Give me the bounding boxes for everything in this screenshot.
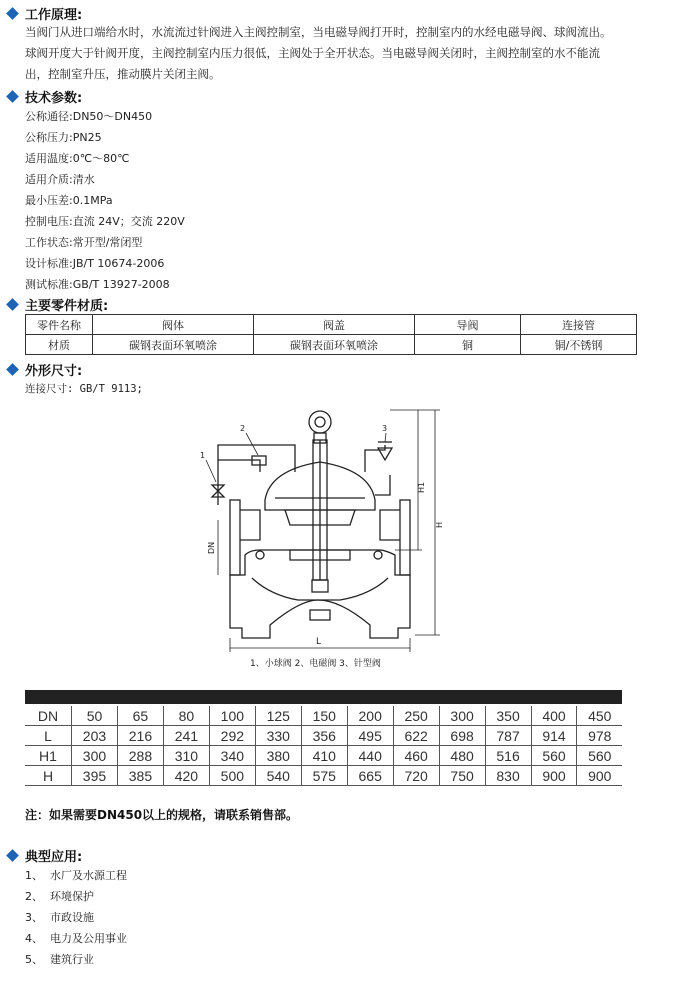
spec-item: 最小压差:0.1MPa bbox=[25, 194, 113, 207]
table-cell: 阀体 bbox=[93, 315, 254, 335]
table-cell: 200 bbox=[347, 706, 393, 726]
table-cell: 787 bbox=[485, 726, 531, 746]
table-cell: H1 bbox=[25, 746, 72, 766]
section-applications-header bbox=[6, 846, 82, 864]
table-cell: 750 bbox=[439, 766, 485, 786]
table-cell: 900 bbox=[577, 766, 622, 786]
principle-line: 当阀门从进口端给水时，水流流过针阀进入主阀控制室，当电磁导阀打开时，控制室内的水经电磁导阀、球阀流出。 bbox=[25, 25, 612, 39]
list-item: 1、 水厂及水源工程 bbox=[25, 869, 127, 882]
principle-line: 出，控制室升压，推动膜片关闭主阀。 bbox=[25, 67, 221, 81]
table-cell: 125 bbox=[255, 706, 301, 726]
callout-label: 2 bbox=[240, 424, 246, 433]
valve-diagram bbox=[190, 400, 470, 675]
table-row bbox=[25, 726, 622, 746]
diamond-bullet-icon bbox=[6, 363, 19, 376]
table-cell: 395 bbox=[72, 766, 118, 786]
spec-item: 适用温度:0℃～80℃ bbox=[25, 152, 130, 165]
list-item: 2、 环境保护 bbox=[25, 890, 94, 903]
connection-standard: 连接尺寸: GB/T 9113; bbox=[25, 383, 143, 395]
diamond-bullet-icon bbox=[6, 7, 19, 20]
table-cell: 978 bbox=[577, 726, 622, 746]
table-cell: 575 bbox=[301, 766, 347, 786]
dimension-table-header-bar bbox=[25, 690, 622, 704]
table-cell: L bbox=[25, 726, 72, 746]
table-cell: 250 bbox=[393, 706, 439, 726]
callout-label: 1 bbox=[200, 451, 206, 460]
table-cell: 900 bbox=[531, 766, 577, 786]
table-cell: 300 bbox=[439, 706, 485, 726]
table-row bbox=[26, 315, 637, 335]
table-cell: 材质 bbox=[26, 335, 93, 355]
table-cell: 零件名称 bbox=[26, 315, 93, 335]
table-cell: 540 bbox=[255, 766, 301, 786]
table-cell: 440 bbox=[347, 746, 393, 766]
table-cell: 830 bbox=[485, 766, 531, 786]
table-row bbox=[25, 746, 622, 766]
section-title: 典型应用: bbox=[25, 849, 83, 865]
table-row bbox=[26, 335, 637, 355]
dim-label: H bbox=[435, 521, 444, 528]
outlet-flange bbox=[400, 500, 410, 575]
spec-item: 测试标准:GB/T 13927-2008 bbox=[25, 278, 170, 291]
list-item: 4、 电力及公用事业 bbox=[25, 932, 127, 945]
table-cell: 292 bbox=[209, 726, 255, 746]
table-cell: 阀盖 bbox=[254, 315, 415, 335]
principle-line: 球阀开度大于针阀开度，主阀控制室内压力很低，主阀处于全开状态。当电磁导阀关闭时，主阀控制室的水不能流 bbox=[25, 46, 600, 60]
table-cell: 340 bbox=[209, 746, 255, 766]
section-dimensions-header bbox=[6, 360, 82, 378]
table-cell: 碳钢表面环氧喷涂 bbox=[93, 335, 254, 355]
dimension-table bbox=[25, 706, 622, 786]
lifting-eye bbox=[309, 411, 331, 433]
table-cell: 480 bbox=[439, 746, 485, 766]
section-title: 外形尺寸: bbox=[25, 363, 83, 379]
table-cell: 450 bbox=[577, 706, 622, 726]
table-cell: 380 bbox=[255, 746, 301, 766]
spec-item: 控制电压:直流 24V；交流 220V bbox=[25, 215, 185, 228]
callout-leader bbox=[385, 433, 386, 442]
spec-item: 设计标准:JB/T 10674-2006 bbox=[25, 257, 165, 270]
list-item: 3、 市政设施 bbox=[25, 911, 94, 924]
dim-label: H1 bbox=[417, 481, 426, 493]
table-cell: 350 bbox=[485, 706, 531, 726]
list-item: 5、 建筑行业 bbox=[25, 953, 94, 966]
table-cell: 100 bbox=[209, 706, 255, 726]
table-cell: 914 bbox=[531, 726, 577, 746]
spec-item: 适用介质:清水 bbox=[25, 173, 95, 186]
spec-item: 工作状态:常开型/常闭型 bbox=[25, 236, 143, 249]
table-cell: H bbox=[25, 766, 72, 786]
table-cell: 665 bbox=[347, 766, 393, 786]
diamond-bullet-icon bbox=[6, 298, 19, 311]
table-cell: 410 bbox=[301, 746, 347, 766]
dim-label: L bbox=[316, 637, 322, 647]
diamond-bullet-icon bbox=[6, 849, 19, 862]
diamond-bullet-icon bbox=[6, 90, 19, 103]
valve-cavity bbox=[252, 578, 388, 600]
diagram-caption: 1、小球阀 2、电磁阀 3、针型阀 bbox=[250, 659, 381, 669]
table-cell: 420 bbox=[163, 766, 209, 786]
table-row bbox=[25, 706, 622, 726]
table-cell: 连接管 bbox=[521, 315, 637, 335]
table-cell: 560 bbox=[531, 746, 577, 766]
table-cell: 203 bbox=[72, 726, 118, 746]
table-cell: 65 bbox=[117, 706, 163, 726]
spec-item: 公称压力:PN25 bbox=[25, 131, 102, 144]
table-cell: 50 bbox=[72, 706, 118, 726]
table-cell: 导阀 bbox=[415, 315, 521, 335]
table-cell: 330 bbox=[255, 726, 301, 746]
table-row bbox=[25, 766, 622, 786]
table-cell: 560 bbox=[577, 746, 622, 766]
table-cell: 500 bbox=[209, 766, 255, 786]
table-cell: 698 bbox=[439, 726, 485, 746]
table-cell: 241 bbox=[163, 726, 209, 746]
materials-table bbox=[25, 314, 637, 355]
section-materials-header bbox=[6, 295, 108, 313]
callout-label: 3 bbox=[382, 424, 388, 433]
callout-leader bbox=[246, 433, 258, 455]
table-cell: 356 bbox=[301, 726, 347, 746]
table-cell: 216 bbox=[117, 726, 163, 746]
table-cell: 150 bbox=[301, 706, 347, 726]
table-cell: 碳钢表面环氧喷涂 bbox=[254, 335, 415, 355]
sales-note: 注：如果需要DN450以上的规格，请联系销售部。 bbox=[25, 808, 299, 822]
table-cell: 310 bbox=[163, 746, 209, 766]
table-cell: 400 bbox=[531, 706, 577, 726]
section-title: 技术参数: bbox=[25, 90, 83, 106]
section-principle-header bbox=[6, 4, 82, 22]
table-cell: 铜/不锈钢 bbox=[521, 335, 637, 355]
section-specs-header bbox=[6, 87, 82, 105]
table-cell: 495 bbox=[347, 726, 393, 746]
spec-item: 公称通径:DN50～DN450 bbox=[25, 110, 153, 123]
section-title: 工作原理: bbox=[25, 7, 83, 23]
table-cell: DN bbox=[25, 706, 72, 726]
callout-leader bbox=[206, 460, 216, 482]
principle-paragraph bbox=[25, 22, 665, 85]
table-cell: 622 bbox=[393, 726, 439, 746]
table-cell: 516 bbox=[485, 746, 531, 766]
inlet-flange bbox=[230, 500, 240, 575]
section-title: 主要零件材质: bbox=[25, 298, 109, 314]
table-cell: 300 bbox=[72, 746, 118, 766]
table-cell: 385 bbox=[117, 766, 163, 786]
pilot-pipe bbox=[218, 460, 260, 505]
table-cell: 铜 bbox=[415, 335, 521, 355]
table-cell: 288 bbox=[117, 746, 163, 766]
table-cell: 460 bbox=[393, 746, 439, 766]
table-cell: 80 bbox=[163, 706, 209, 726]
table-cell: 720 bbox=[393, 766, 439, 786]
dim-label: DN bbox=[207, 541, 216, 554]
